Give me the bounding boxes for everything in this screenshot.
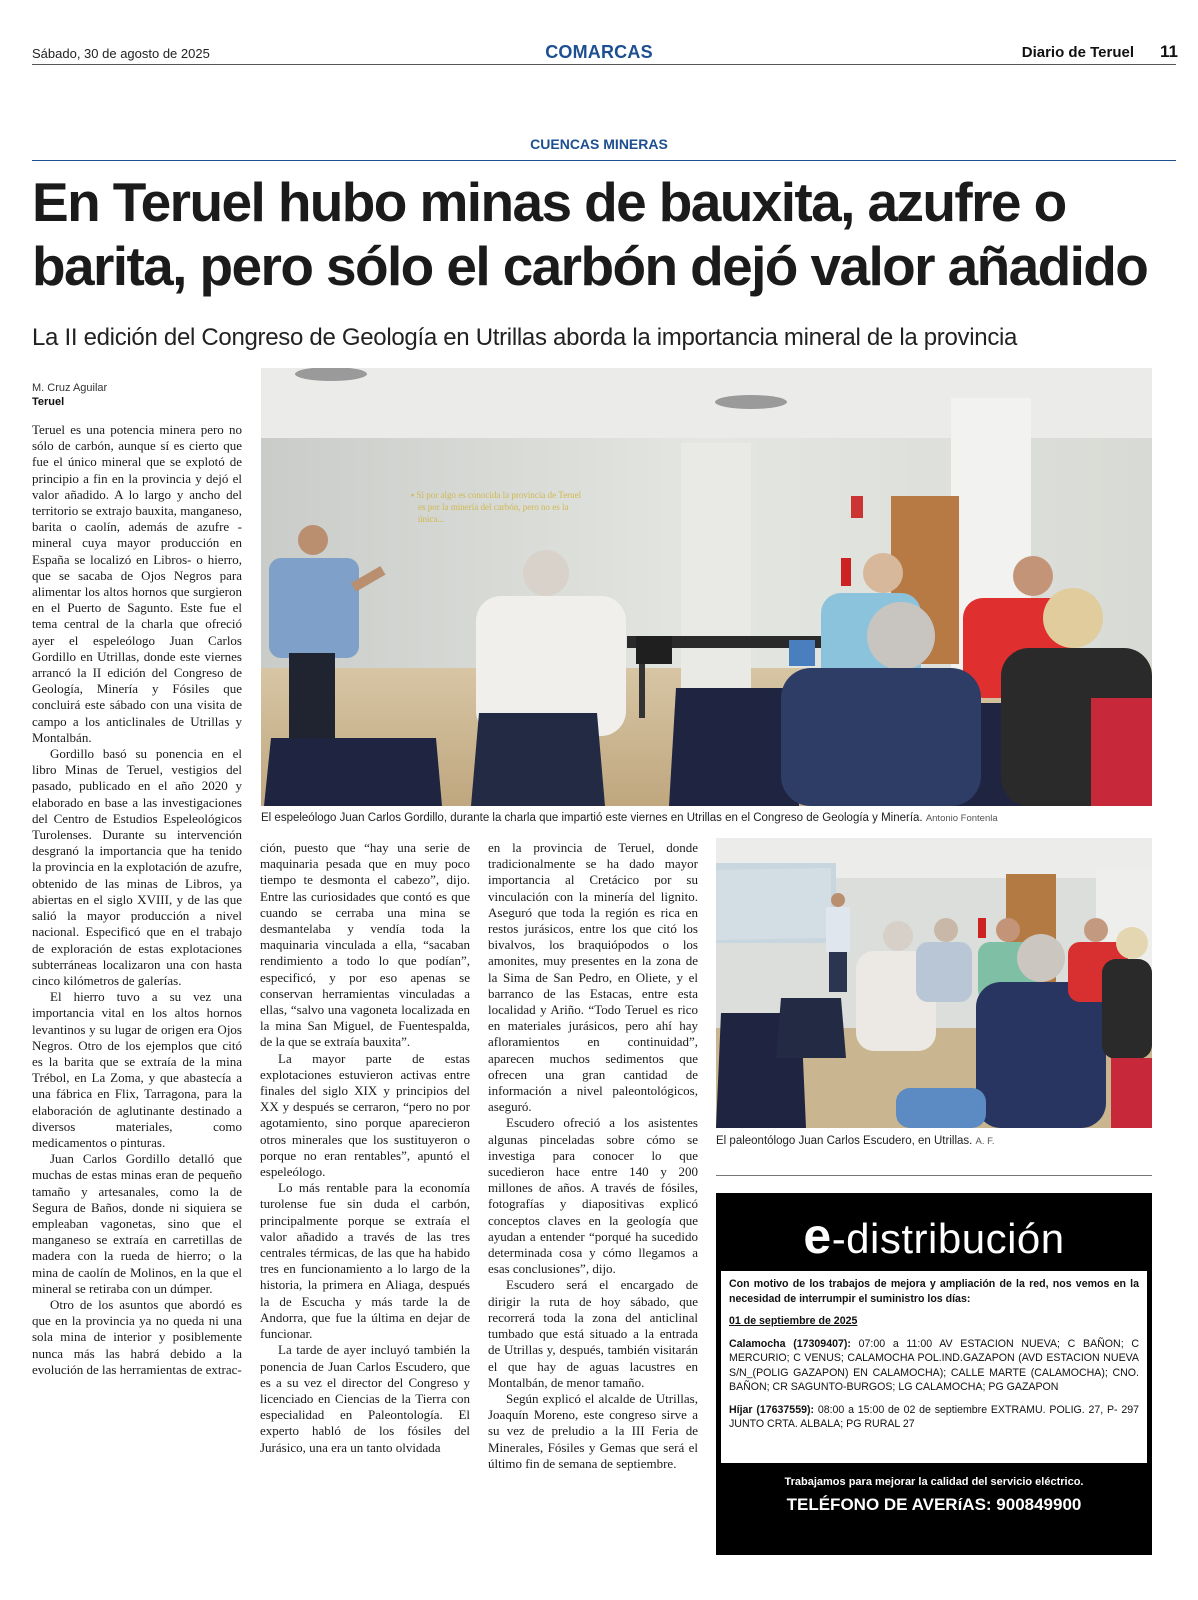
paleontologist-photo [716, 838, 1152, 1128]
paragraph: Lo más rentable para la economía turolense fue sin duda el carbón, principalmente porque se extraía el valor añadido a través de las tres centrales térmicas, de las que ha habido tres en funcionamiento a lo largo de la historia, la primera en Aliaga, después la de Escucha y más tarde la de Andorra, que fue la última en dejar de funcionar. [260, 1180, 470, 1342]
paragraph: en la provincia de Teruel, donde tradicionalmente se ha dado mayor importancia al Cretácico por su vinculación con la minería del lignito. Aseguró que toda la región es rica en restos jurásicos, entre los que citó los bivalvos, los braquiópodos o los amonites, muy presentes en la zona de la Sima de San Pedro, en Oliete, y el barranco de las Estacas, entre esta localidad y Ariño. “Todo Teruel es rico en materiales jurásicos, pero ahí hay afloramientos en continuidad”, aparecen muchos sedimentos que ofrecen una gran cantidad de información a nivel paleontológicos, aseguró. [488, 840, 698, 1115]
article-headline: En Teruel hubo minas de bauxita, azufre o barita, pero sólo el carbón dejó valor añadido [32, 171, 1148, 297]
kicker-rule [32, 160, 1176, 161]
logo-e-letter: e [803, 1208, 832, 1264]
paragraph: La mayor parte de estas explotaciones estuvieron activas entre finales del siglo XIX y principios del XX y después se cerraron, “pero no por agotamiento, sino porque aparecieron otros minerales que los sustituyeron o porque no eran rentables”, apuntó el espeleólogo. [260, 1050, 470, 1180]
caption-rule [716, 1175, 1152, 1176]
article-subheadline: La II edición del Congreso de Geología en Utrillas aborda la importancia mineral de la provincia [32, 324, 1018, 351]
logo-text: -distribución [831, 1215, 1065, 1262]
header-rule [32, 64, 1176, 65]
location-name: Híjar (17637559): [729, 1403, 815, 1416]
article-column-1 [32, 422, 242, 1572]
e-distribucion-advertisement [716, 1193, 1152, 1555]
article-kicker: CUENCAS MINERAS [530, 136, 668, 152]
notice-intro: Con motivo de los trabajos de mejora y ampliación de la red, nos vemos en la necesidad de interrumpir el suministro los días: [729, 1278, 1139, 1305]
slide-text-line-1: ▪ Si por algo es conocida la provincia de Teruel [411, 490, 582, 500]
paragraph: El hierro tuvo a su vez una importancia vital en los altos hornos levantinos y su lugar de origen era Ojos Negros. Otro de los ejemplos que citó es la barita que se extraía de la mina Trébol, en La Zoma, y que abastecía a una fábrica en Flix, Tarragona, para la elaboración de aglutinante destinado a diversos materiales, como medicamentos o pinturas. [32, 989, 242, 1150]
slide-text-line-2: es por la minería del carbón, pero no es la [418, 502, 569, 512]
photo-credit: Antonio Fontenla [925, 813, 998, 824]
caption-text: El espeleólogo Juan Carlos Gordillo, durante la charla que impartió este viernes en Utrillas en el Congreso de Geología y Minería. [261, 812, 923, 824]
notice-date: 01 de septiembre de 2025 [729, 1315, 858, 1327]
paragraph: Escudero ofreció a los asistentes algunas pinceladas sobre cómo se investiga para conocer lo que sucedieron hace entre 140 y 200 millones de años. A través de fósiles, fotografías y diapositivas explicó conceptos claves en la geología que ayudan a entender “porqué ha sucedido determinada cosa y cómo llegamos a esas conclusiones”, dijo. [488, 1115, 698, 1277]
author-name: M. Cruz Aguilar [32, 382, 108, 394]
slide-text-line-3: única... [418, 514, 445, 524]
section-title: COMARCAS [545, 42, 653, 62]
ad-phone: TELÉFONO DE AVERíAS: 900849900 [786, 1495, 1082, 1514]
location-details: 07:00 a 11:00 AV ESTACION NUEVA; C BAÑON; C MERCURIO; C VENUS; CALAMOCHA POL.IND.GAZAPON (AVD ESTACION NUEVA S/N_(POLIG GAZAPON) EN CALAMOCHA); CALLE MARTE (CALAMOCHA); CNO. BAÑON; CR SAGUNTO-BURGOS; LG CALAMOCHA; PG GAZAPON [729, 1337, 1139, 1393]
e-distribucion-logo [716, 1207, 1152, 1265]
byline-location: Teruel [32, 396, 65, 408]
photo-credit: A. F. [975, 1136, 995, 1147]
paragraph: Según explicó el alcalde de Utrillas, Joaquín Moreno, este congreso sirve a su vez de preludio a la III Feria de Minerales, Fósiles y Gemas que será el último fin de semana de septiembre. [488, 1390, 698, 1471]
issue-date: Sábado, 30 de agosto de 2025 [32, 46, 210, 61]
paragraph: ción, puesto que “hay una serie de maquinaria pesada que en muy poco tiempo te desmonta el cabezo”, dijo. Entre las curiosidades que contó es que cuando se cerraba una mina se desmantelaba y vendía toda la maquinaria vinculada a ella, “sacaban rendimiento a todo lo que podían”, especificó, y por eso apenas se conservan herramientas vinculadas a ellas, “salvo una vagoneta localizada en la mina San Miguel, de Fuentespalda, de la que se extraía bauxita”. [260, 840, 470, 1050]
outage-notice [721, 1271, 1147, 1463]
notice-location-1 [729, 1337, 1139, 1395]
photo-caption-1 [261, 812, 1152, 824]
newspaper-logo: Diario de Teruel [1021, 44, 1134, 61]
paragraph: La tarde de ayer incluyó también la ponencia de Juan Carlos Escudero, que es a su vez el director del Congreso y licenciado en Ciencias de la Tierra con especialidad en Paleontología. El experto habló de los fósiles del Jurásico, una era un tanto olvidada [260, 1342, 470, 1455]
photo-caption-2 [716, 1135, 1152, 1147]
paragraph: Teruel es una potencia minera pero no sólo de carbón, aunque sí es cierto que fue el único mineral que se explotó de principio a fin en la provincia y dejó el valor añadido. A lo largo y ancho del territorio se extrajo bauxita, manganeso, barita o caolín, además de azufre -mineral cuya mayor producción en España se localizó en Libros- o hierro, que se sacaba de Ojos Negros para alimentar los altos hornos que surgieron en el Puerto de Sagunto. Este fue el tema central de la charla que ofreció ayer el espeleólogo Juan Carlos Gordillo en Utrillas, donde este viernes arrancó la II edición del Congreso de Geología, Minería y Fósiles que concluirá este sábado con una visita de campo a los anticlinales de Utrillas y Montalbán. [32, 422, 242, 745]
caption-text: El paleontólogo Juan Carlos Escudero, en Utrillas. [716, 1135, 973, 1147]
lecture-photo [261, 368, 1152, 806]
notice-location-2 [729, 1403, 1139, 1432]
paragraph: Gordillo basó su ponencia en el libro Minas de Teruel, vestigios del pasado, publicado en el año 2020 y elaborado en base a las investigaciones del Centro de Estudios Espeleológicos Turolenses. Durante su intervención desgranó la importancia que ha tenido la provincia en la explotación de azufre, obtenido de las minas de Libros, ya abiertas en el siglo XVIII, y de las que salió la mayor producción a nivel nacional. Especificó que en el trabajo de exploración de estas explotaciones subterráneas localizaron una con hasta cinco kilómetros de galerías. [32, 746, 242, 988]
location-details: 08:00 a 15:00 de 02 de septiembre EXTRAMU. POLIG. 27, P- 297 JUNTO CRTA. ALBALA; PG RURAL 27 [729, 1403, 1140, 1430]
article-column-2 [260, 840, 470, 1570]
page-number: 11 [1160, 42, 1178, 61]
paragraph: Otro de los asuntos que abordó es que en la provincia ya no queda ni una sola mina de interior y posiblemente nunca más las habrá debido a la evolución de las herramientas de extrac- [32, 1296, 242, 1377]
ad-tagline: Trabajamos para mejorar la calidad del servicio eléctrico. [784, 1476, 1084, 1488]
article-column-3 [488, 840, 698, 1570]
paragraph: Escudero será el encargado de dirigir la ruta de hoy sábado, que recorrerá toda la zona del anticlinal tumbado que está situado a la entrada de Utrillas y, después, también visitarán el que hay de aguas lacustres en Montalbán, de menor tamaño. [488, 1277, 698, 1390]
paragraph: Juan Carlos Gordillo detalló que muchas de estas minas eran de pequeño tamaño y artesanales, como la de Segura de Baños, donde ni siquiera se empleaban vagonetas, sino que el manganeso se extraía en carretillas de madera con la rueda de hierro; o la mina de caolín de Molinos, en la que el mineral se retiraba con un dúmper. [32, 1151, 242, 1296]
byline [32, 381, 107, 409]
location-name: Calamocha (17309407): [729, 1337, 851, 1350]
